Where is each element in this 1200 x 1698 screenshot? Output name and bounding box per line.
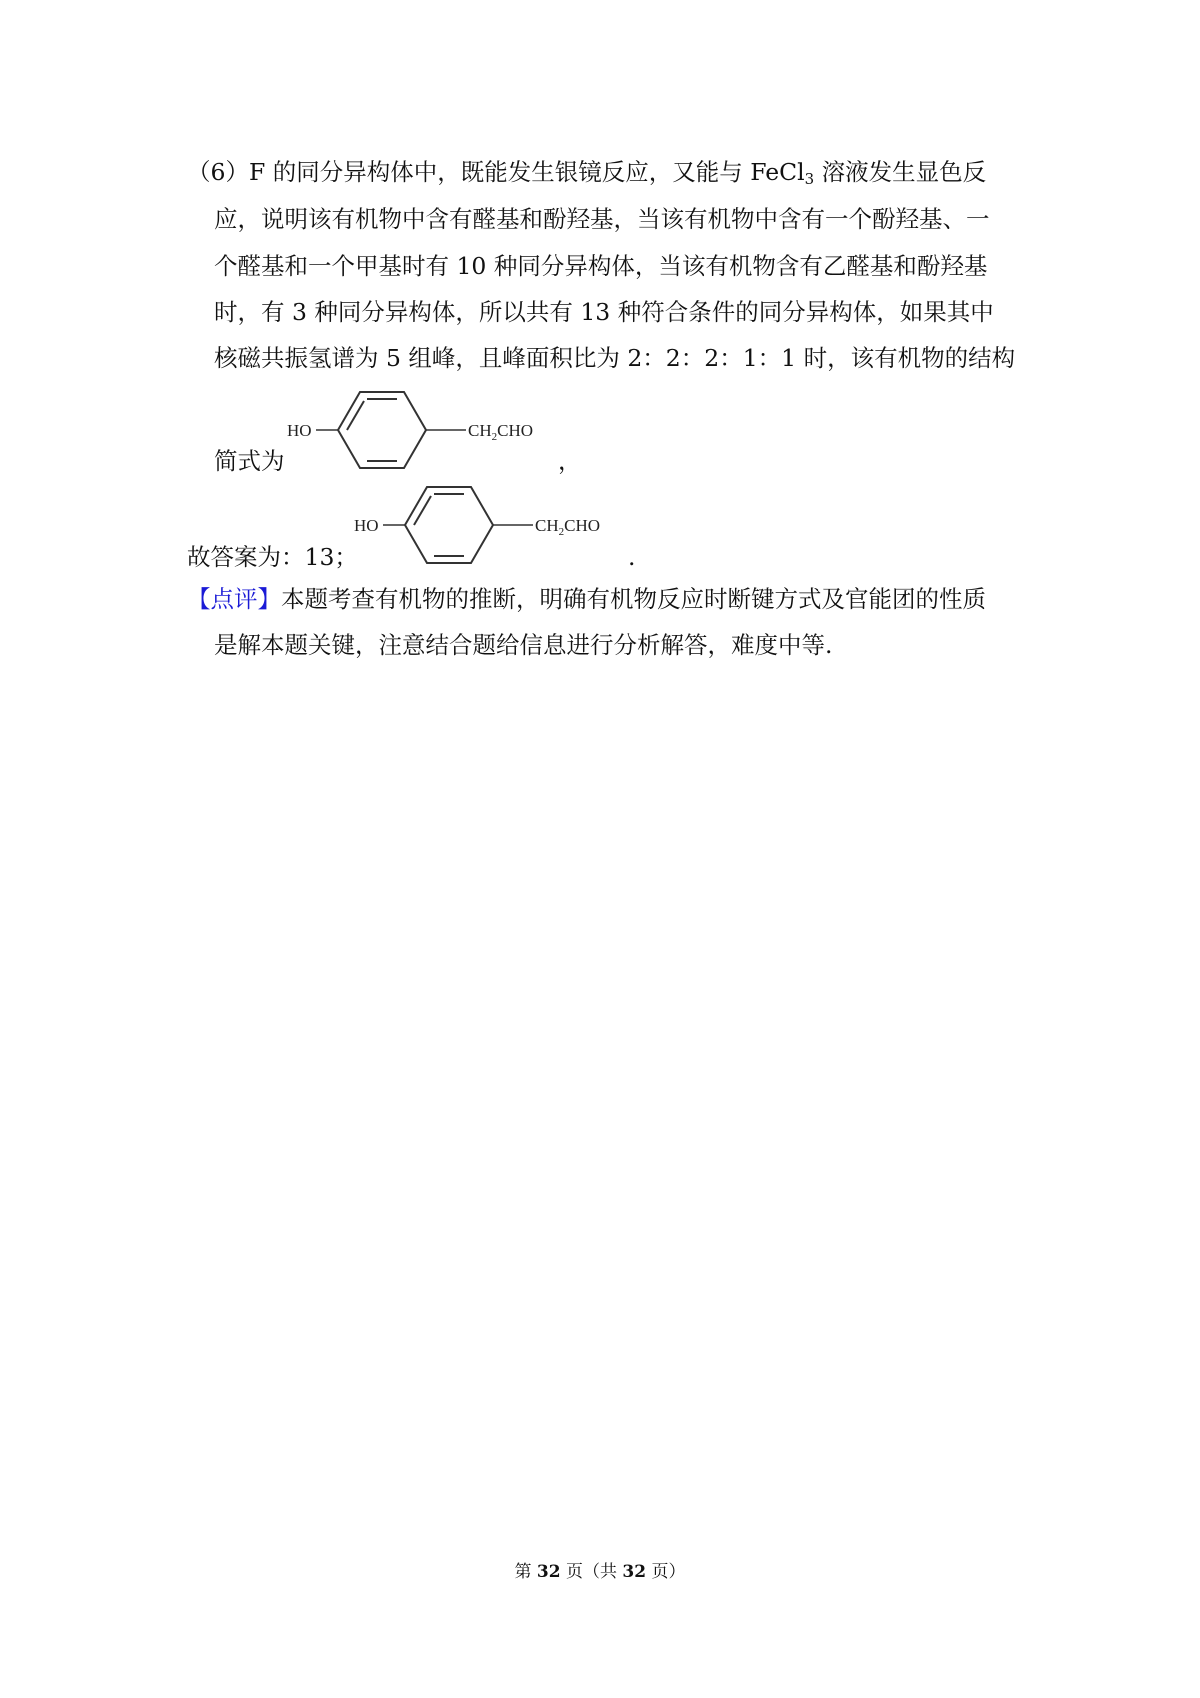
- page-total: 32: [622, 1562, 647, 1582]
- structure-ho-label: HO: [354, 516, 379, 535]
- structure-ch2cho-label: $CH_2CHO$: [535, 516, 601, 538]
- answer-line-7-end: .: [628, 543, 636, 571]
- answer-line-5: 核磁共振氢谱为 5 组峰，且峰面积比为 2：2：2：1：1 时，该有机物的结构: [214, 344, 1016, 372]
- structure-ch2cho-label: $CH_2CHO$: [468, 421, 534, 443]
- comment-tag: 【点评】: [187, 585, 281, 613]
- structure-ho-label: HO: [287, 421, 312, 440]
- answer-line-4: 时，有 3 种同分异构体，所以共有 13 种符合条件的同分异构体，如果其中: [214, 298, 994, 326]
- answer-line-3: 个醛基和一个甲基时有 10 种同分异构体，当该有机物含有乙醛基和酚羟基: [214, 252, 988, 280]
- structure-formula-2: [347, 479, 637, 579]
- structure-formula-1: [280, 384, 570, 484]
- answer-line-2: 应，说明该有机物中含有醛基和酚羟基，当该有机物中含有一个酚羟基、一: [214, 205, 990, 233]
- answer-line-1: （6）F 的同分异构体中，既能发生银镜反应，又能与 FeCl$_3$ 溶液发生显色反: [187, 158, 987, 188]
- comment-line-2: 是解本题关键，注意结合题给信息进行分析解答，难度中等.: [214, 631, 833, 659]
- comment-line-1: 【点评】本题考查有机物的推断，明确有机物反应时断键方式及官能团的性质: [187, 585, 986, 613]
- answer-line-6: 简式为: [214, 447, 285, 475]
- answer-line-6-end: ，: [558, 447, 582, 475]
- page-footer: 第 32 页（共 32 页）: [514, 1562, 686, 1582]
- page-number: 32: [536, 1562, 561, 1582]
- answer-line-7: 故答案为：13；: [187, 543, 358, 571]
